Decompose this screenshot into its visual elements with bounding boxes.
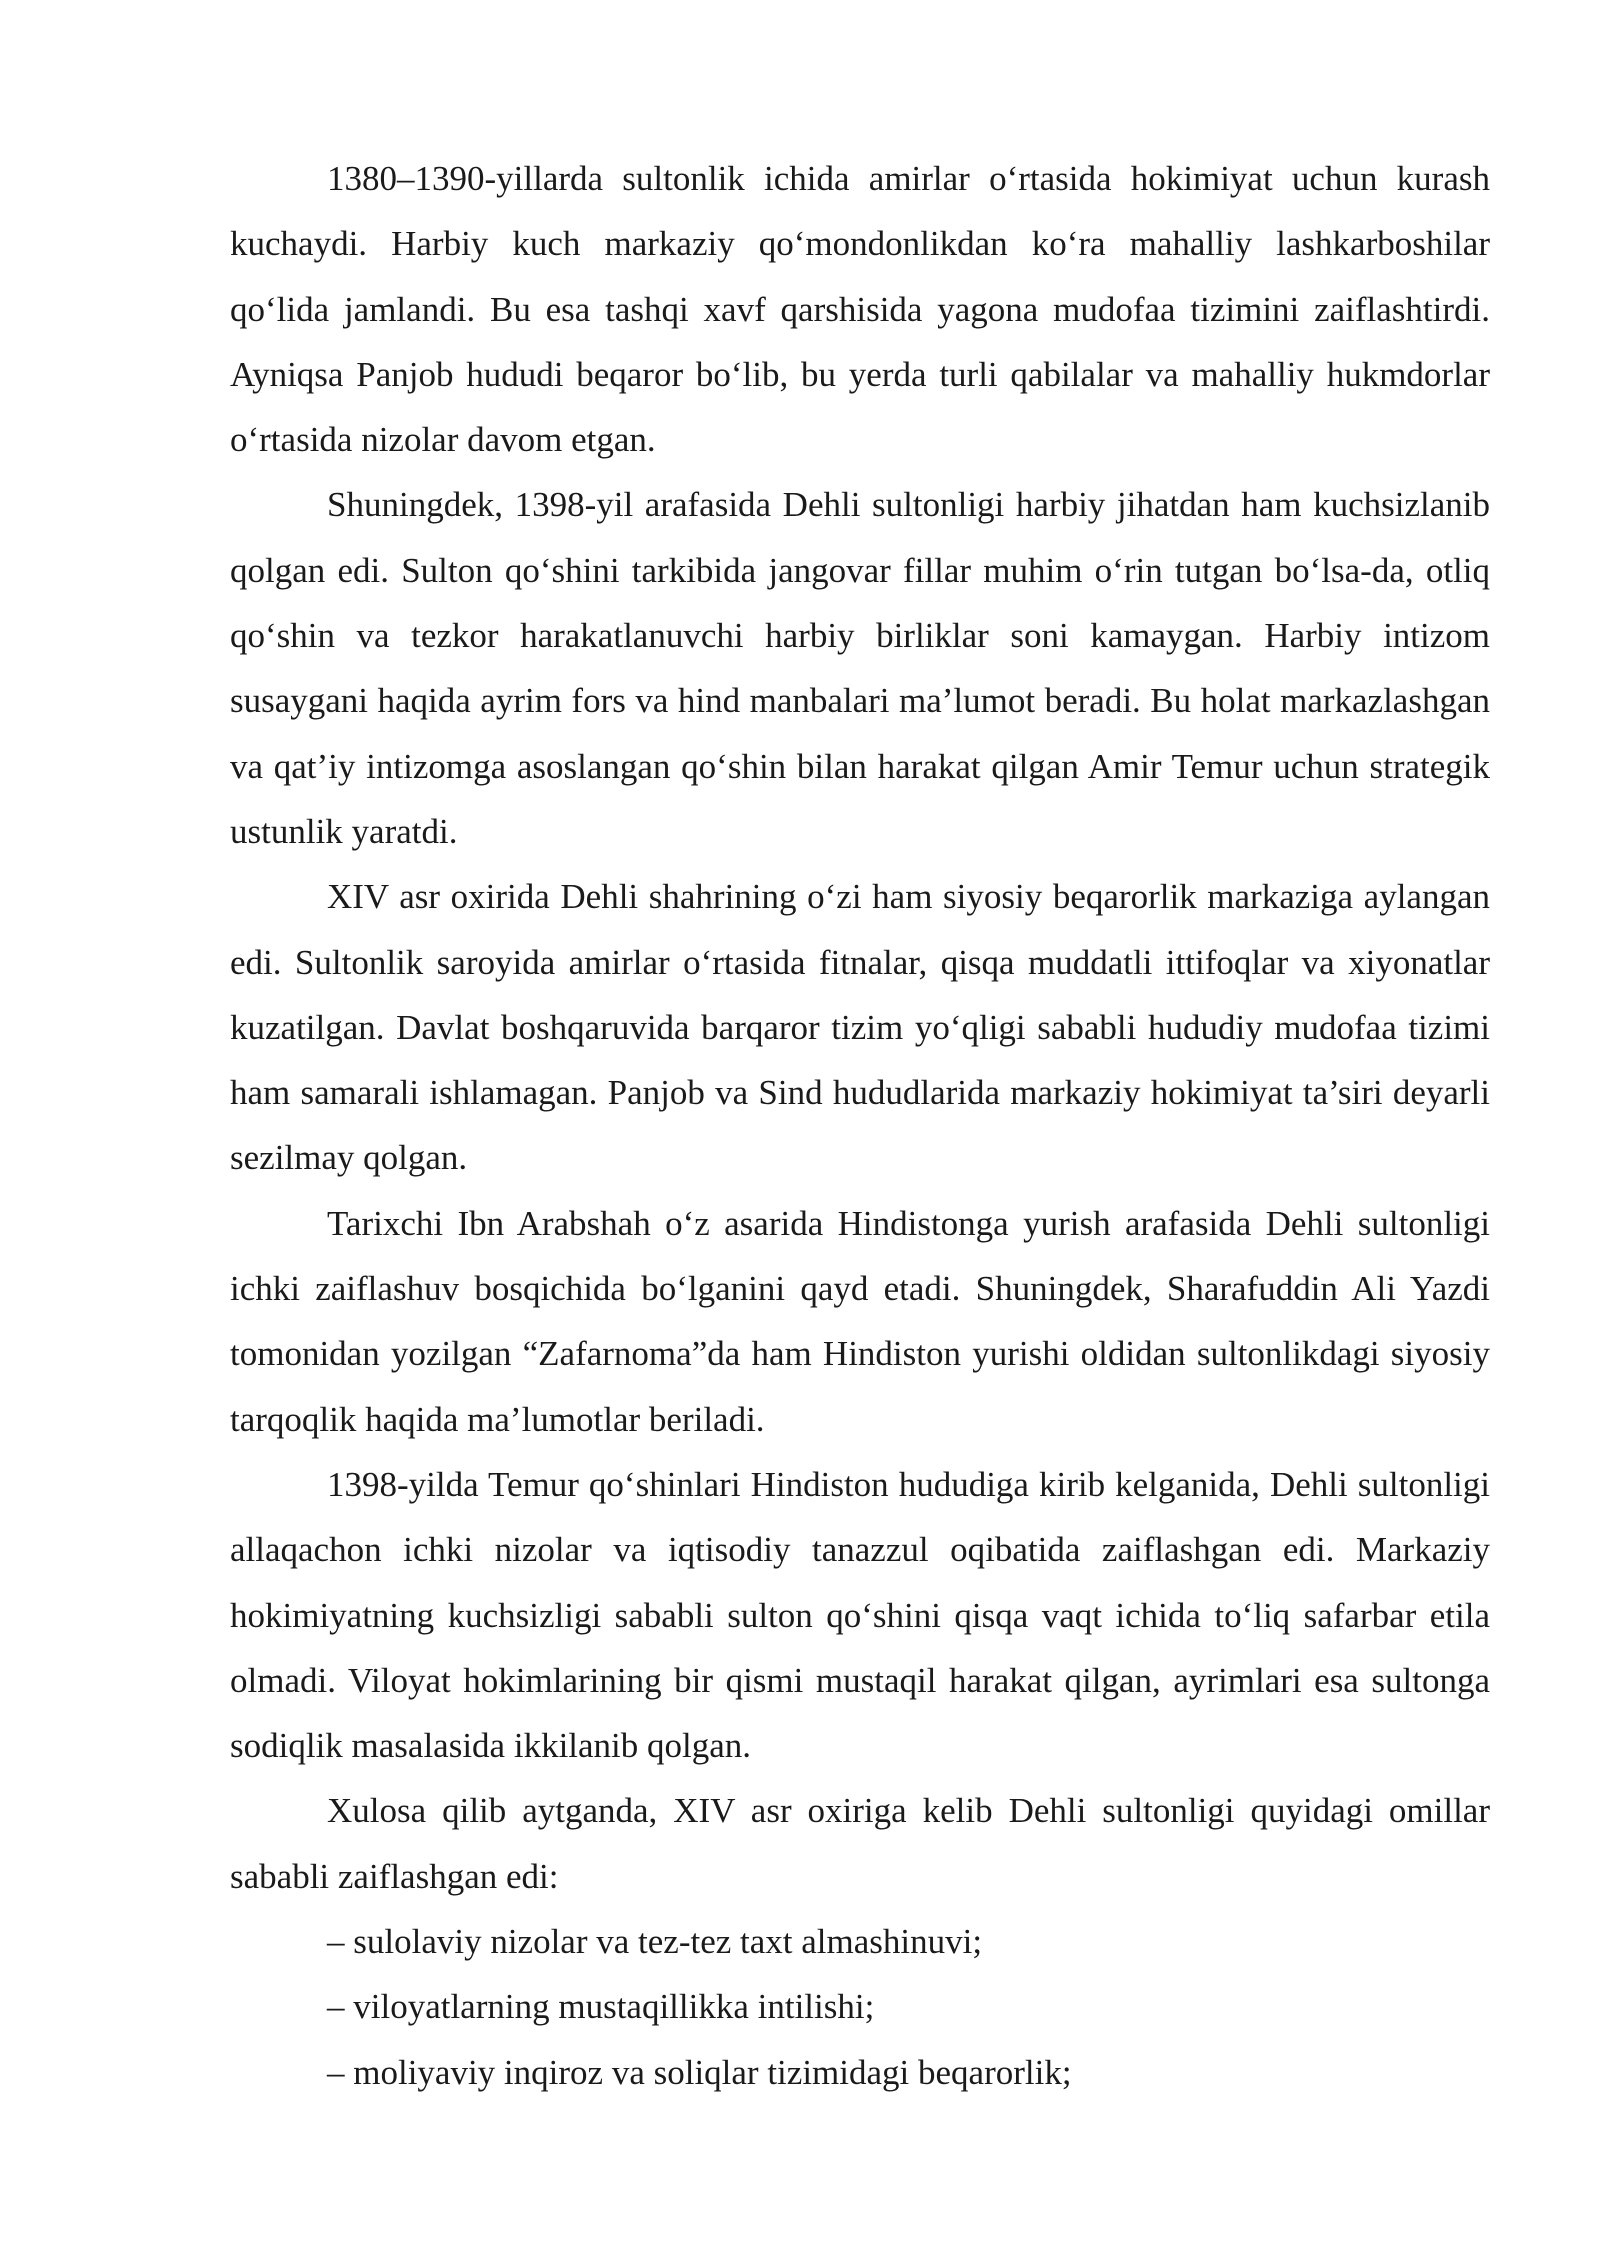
factor-list [230, 1909, 1490, 2105]
paragraph-3: XIV asr oxirida Dehli shahrining o‘zi ham siyosiy beqarorlik markaziga aylangan edi. Sultonlik saroyida amirlar o‘rtasida fitnalar, qisqa muddatli ittifoqlar va xiyonatlar kuzatilgan. Davlat boshqaruvida barqaror tizim yo‘qligi sababli hududiy mudofaa tizimi ham samarali ishlamagan. Panjob va Sind hududlarida markaziy hokimiyat ta’siri deyarli sezilmay qolgan. [230, 877, 1490, 1178]
list-item: – moliyaviy inqiroz va soliqlar tizimidagi beqarorlik; [327, 2052, 1072, 2092]
paragraph-6: Xulosa qilib aytganda, XIV asr oxiriga kelib Dehli sultonligi quyidagi omillar sababli zaiflashgan edi: [230, 1791, 1490, 1896]
paragraph-1: 1380–1390-yillarda sultonlik ichida amirlar o‘rtasida hokimiyat uchun kurash kuchaydi. Harbiy kuch markaziy qo‘mondonlikdan ko‘ra mahalliy lashkarboshilar qo‘lida jamlandi. Bu esa tashqi xavf qarshisida yagona mudofaa tizimini zaiflashtirdi. Ayniqsa Panjob hududi beqaror bo‘lib, bu yerda turli qabilalar va mahalliy hukmdorlar o‘rtasida nizolar davom etgan. [230, 159, 1490, 460]
document-body [230, 146, 1490, 2105]
paragraph-2: Shuningdek, 1398-yil arafasida Dehli sultonligi harbiy jihatdan ham kuchsizlanib qolgan edi. Sulton qo‘shini tarkibida jangovar fillar muhim o‘rin tutgan bo‘lsa-da, otliq qo‘shin va tezkor harakatlanuvchi harbiy birliklar soni kamaygan. Harbiy intizom susaygani haqida ayrim fors va hind manbalari ma’lumot beradi. Bu holat markazlashgan va qat’iy intizomga asoslangan qo‘shin bilan harakat qilgan Amir Temur uchun strategik ustunlik yaratdi. [230, 485, 1490, 851]
list-item: – sulolaviy nizolar va tez-tez taxt almashinuvi; [327, 1922, 983, 1962]
list-item: – viloyatlarning mustaqillikka intilishi; [327, 1987, 875, 2027]
paragraph-4: Tarixchi Ibn Arabshah o‘z asarida Hindistonga yurish arafasida Dehli sultonligi ichki zaiflashuv bosqichida bo‘lganini qayd etadi. Shuningdek, Sharafuddin Ali Yazdi tomonidan yozilgan “Zafarnoma”da ham Hindiston yurishi oldidan sultonlikdagi siyosiy tarqoqlik haqida ma’lumotlar beriladi. [230, 1203, 1490, 1439]
paragraph-5: 1398-yilda Temur qo‘shinlari Hindiston hududiga kirib kelganida, Dehli sultonligi allaqachon ichki nizolar va iqtisodiy tanazzul oqibatida zaiflashgan edi. Markaziy hokimiyatning kuchsizligi sababli sulton qo‘shini qisqa vaqt ichida to‘liq safarbar etila olmadi. Viloyat hokimlarining bir qismi mustaqil harakat qilgan, ayrimlari esa sultonga sodiqlik masalasida ikkilanib qolgan. [230, 1464, 1490, 1766]
